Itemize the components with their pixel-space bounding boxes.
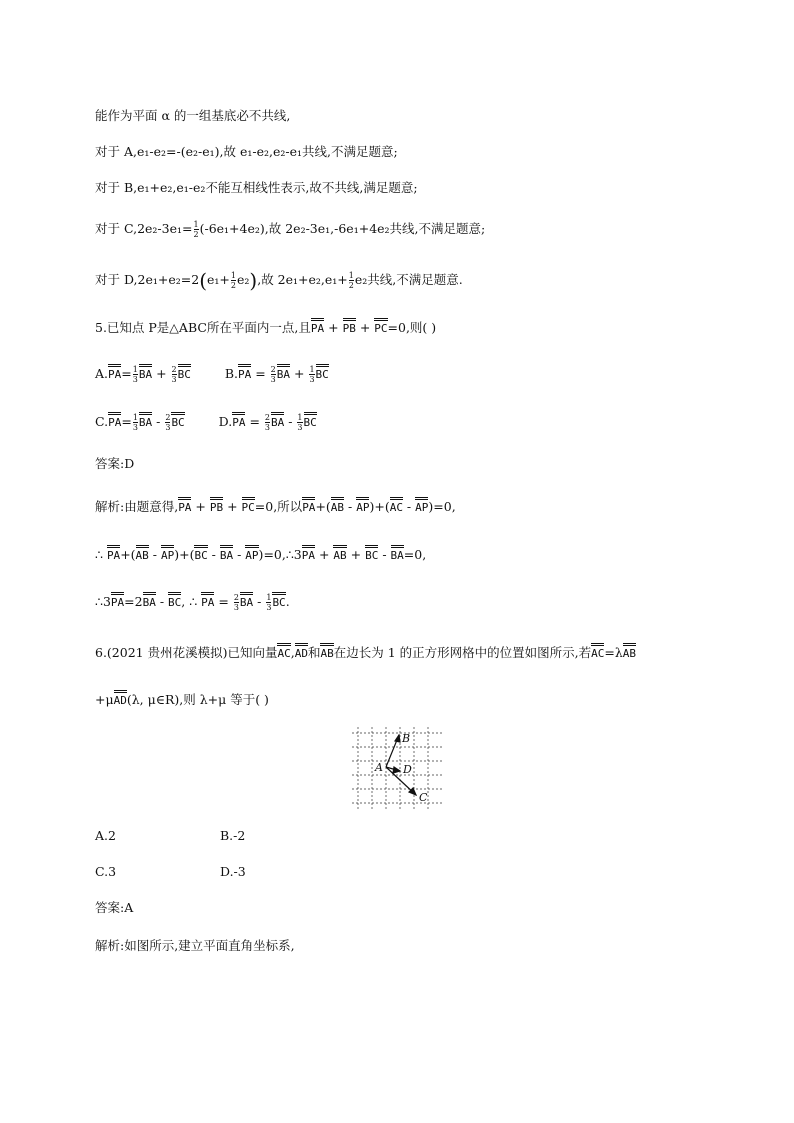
question-5-answer: 答案:D: [95, 456, 135, 471]
text-line: 对于 A,e₁-e₂=-(e₂-e₁),故 e₁-e₂,e₂-e₁共线,不满足题意;: [95, 144, 398, 159]
arrowhead-d: [393, 767, 400, 773]
label-b: B: [402, 732, 411, 745]
fraction: $\frac{1}{2}$: [348, 271, 354, 290]
label-c: C: [419, 791, 428, 804]
text-line: 对于 B,e₁+e₂,e₁-e₂不能互相线性表示,故不共线,满足题意;: [95, 180, 418, 195]
question-6-answer: 答案:A: [95, 900, 134, 915]
question-5-options-cd: C.PA= $\frac{1}{3}$ BA - $\frac{2}{3}$ BC D.PA = $\frac{2}{3}$ BA - $\frac{1}{3}$ BC: [95, 413, 317, 432]
text-line: 对于 D,2e₁+e₂=2(e₁+ $\frac{1}{2}$ e₂),故 2e₁+e₂,e₁+ $\frac{1}{2}$ e₂共线,不满足题意.: [95, 268, 463, 293]
label-d: D: [403, 763, 412, 776]
question-5-solution-1: 解析:由题意得,PA + PB + PC=0,所以PA+(AB - AP)+(AC - AP)=0,: [95, 499, 456, 514]
fraction: $\frac{1}{2}$: [193, 220, 199, 239]
text-line: 对于 C,2e₂-3e₁= $\frac{1}{2}$ (-6e₁+4e₂),故 2e₂-3e₁,-6e₁+4e₂共线,不满足题意;: [95, 220, 486, 239]
question-6-options-cd: C.3 D.-3: [95, 864, 246, 879]
question-5-options-ab: A.PA= $\frac{1}{3}$ BA + $\frac{2}{3}$ BC B.PA = $\frac{2}{3}$ BA + $\frac{1}{3}$ BC: [95, 365, 329, 384]
vector-grid-figure: [352, 727, 444, 813]
question-6-solution: 解析:如图所示,建立平面直角坐标系,: [95, 938, 295, 953]
question-5-solution-3: ∴3PA=2BA - BC, ∴ PA = $\frac{2}{3}$ BA - $\frac{1}{3}$ BC.: [95, 593, 290, 612]
question-5-solution-2: ∴ PA+(AB - AP)+(BC - BA - AP)=0,∴3PA + AB + BC - BA=0,: [95, 547, 427, 562]
question-6-stem: 6.(2021 贵州花溪模拟)已知向量AC,AD和AB在边长为 1 的正方形网格中的位置如图所示,若AC=λAB: [95, 645, 636, 660]
label-a: A: [375, 761, 383, 774]
fraction: $\frac{1}{2}$: [230, 271, 236, 290]
arrowhead-b: [395, 735, 400, 742]
question-5-stem: 5.已知点 P是△ABC所在平面内一点,且PA + PB + PC=0,则( ): [95, 320, 437, 335]
question-6-options-ab: A.2 B.-2: [95, 828, 246, 843]
question-6-stem-2: +μAD(λ, μ∈R),则 λ+μ 等于( ): [95, 692, 269, 707]
text-line: 能作为平面 α 的一组基底必不共线,: [95, 108, 291, 123]
